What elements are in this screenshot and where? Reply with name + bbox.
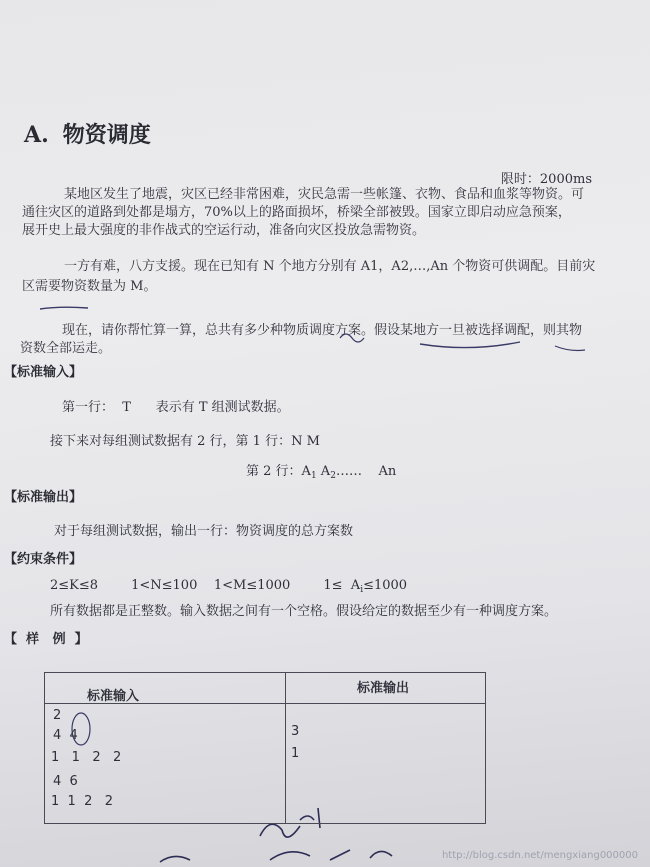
paragraph-line: 通往灾区的道路到处都是塌方，70%以上的路面损坏，桥梁全部被毁。国家立即启动应急预案， bbox=[22, 205, 571, 220]
sample-input-line: 4 6 bbox=[53, 774, 78, 789]
sample-input-line: 4 4 bbox=[53, 728, 78, 743]
sample-output-line: 3 bbox=[291, 724, 300, 739]
sample-input-line: 1 1 2 2 bbox=[51, 794, 114, 809]
paragraph-line: 展开史上最大强度的非作战式的空运行动，准备向灾区投放急需物资。 bbox=[22, 223, 426, 238]
paragraph-line: 某地区发生了地震，灾区已经非常困难，灾民急需一些帐篷、衣物、食品和血浆等物资。可 bbox=[64, 187, 585, 202]
problem-index: A. bbox=[24, 122, 49, 148]
constraints-line-2: 所有数据都是正整数。输入数据之间有一个空格。假设给定的数据至少有一种调度方案。 bbox=[50, 604, 558, 619]
sample-table bbox=[44, 672, 486, 824]
problem-title-text: 物资调度 bbox=[62, 122, 151, 148]
sample-input-line: 2 bbox=[53, 708, 62, 723]
sample-output-label: 标准输出 bbox=[357, 681, 410, 696]
sample-input-label: 标准输入 bbox=[87, 689, 140, 704]
sample-input-line: 1 1 2 2 bbox=[51, 750, 122, 765]
paragraph-line: 现在，请你帮忙算一算，总共有多少种物质调度方案。假设某地方一旦被选择调配，则其物 bbox=[62, 323, 583, 338]
watermark: http://blog.csdn.net/mengxiang000000 bbox=[441, 850, 638, 861]
table-column-divider bbox=[285, 673, 286, 823]
output-line: 对于每组测试数据，输出一行：物资调度的总方案数 bbox=[54, 524, 354, 539]
input-line-1: 第一行： T 表示有 T 组测试数据。 bbox=[62, 400, 290, 415]
constraints-line-1: 2≤K≤8 1<N≤100 1<M≤1000 $1\le A_i\le 1000$ bbox=[50, 578, 408, 595]
output-header: 【标准输出】 bbox=[4, 490, 83, 505]
paragraph-line: 区需要物资数量为 M。 bbox=[22, 279, 157, 294]
input-line-2: 接下来对每组测试数据有 2 行，第 1 行：N M bbox=[50, 434, 320, 449]
input-header: 【标准输入】 bbox=[4, 365, 83, 380]
constraints-header: 【约束条件】 bbox=[4, 552, 83, 567]
time-limit: 限时：2000ms bbox=[500, 172, 592, 187]
input-line-3: 第 2 行：$A_1$ $A_2\dots\dots$ An bbox=[246, 464, 397, 481]
sample-header: 【 样 例 】 bbox=[4, 632, 88, 647]
paragraph-line: 资数全部运走。 bbox=[20, 341, 112, 356]
sample-output-line: 1 bbox=[291, 746, 300, 761]
paragraph-line: 一方有难，八方支援。现在已知有 N 个地方分别有 A1，A2,…,An 个物资可供调配。目前灾 bbox=[64, 259, 596, 274]
